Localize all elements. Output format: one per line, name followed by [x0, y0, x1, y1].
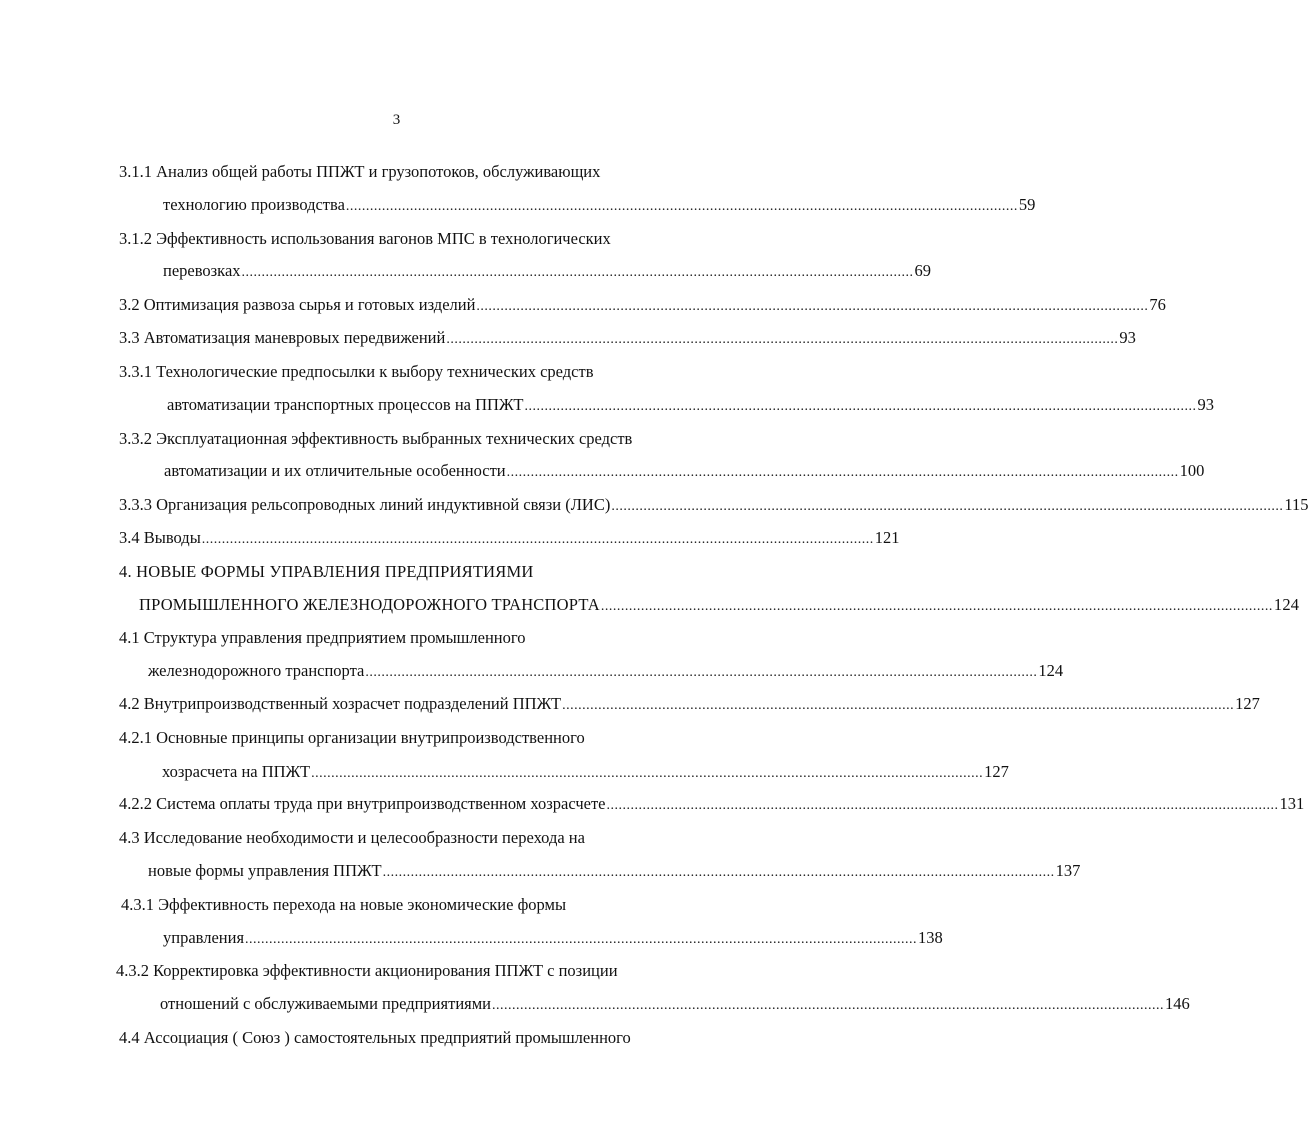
leader-dots: ........................................................................................................................................................................ — [365, 665, 1038, 680]
leader-dots: ........................................................................................................................................................................ — [506, 465, 1179, 480]
leader-dots: ........................................................................................................................................................................ — [241, 265, 914, 280]
toc-entry-4-3-line1: 4.3 Исследование необходимости и целесообразности перехода на — [119, 828, 585, 847]
toc-page-number: 131 — [1279, 794, 1305, 813]
leader-dots: ........................................................................................................................................................................ — [476, 299, 1149, 314]
leader-dots: ........................................................................................................................................................................ — [562, 698, 1235, 713]
toc-page-number: 127 — [984, 762, 1009, 781]
toc-page-number: 138 — [918, 928, 943, 947]
toc-entry-4-3-line2: новые формы управления ППЖТ ........................................................................................................................................................................ 137 — [148, 859, 735, 883]
toc-chapter-4-line1: 4. НОВЫЕ ФОРМЫ УПРАВЛЕНИЯ ПРЕДПРИЯТИЯМИ — [119, 562, 534, 581]
toc-entry-3-1-2-line2: перевозках ........................................................................................................................................................................ 69 — [163, 259, 735, 283]
toc-entry-3-4: 3.4 Выводы ........................................................................................................................................................................ 121 — [119, 526, 725, 550]
toc-entry-4-2-1-line2: хозрасчета на ППЖТ ........................................................................................................................................................................ 127 — [162, 760, 735, 784]
toc-entry-4-4-line1: 4.4 Ассоциация ( Союз ) самостоятельных предприятий промышленного — [119, 1028, 631, 1047]
toc-entry-3-3-2-line2: автоматизации и их отличительные особенности ........................................................................................................................................................................ 100 — [164, 459, 731, 483]
toc-entry-4-2-2: 4.2.2 Система оплаты труда при внутрипроизводственном хозрасчете ........................................................................................................................................................................ 131 — [119, 792, 735, 816]
toc-entry-4-1-line1: 4.1 Структура управления предприятием промышленного — [119, 628, 526, 647]
toc-page-number: 100 — [1179, 461, 1205, 480]
leader-dots: ........................................................................................................................................................................ — [382, 865, 1055, 880]
toc-entry-3-3-2-line1: 3.3.2 Эксплуатационная эффективность выбранных технических средств — [119, 429, 633, 448]
toc-entry-3-1-1-line1: 3.1.1 Анализ общей работы ППЖТ и грузопотоков, обслуживающих — [119, 162, 601, 181]
toc-entry-4-2: 4.2 Внутрипроизводственный хозрасчет подразделений ППЖТ ........................................................................................................................................................................ 127 — [119, 692, 735, 716]
toc-entry-4-2-1-line1: 4.2.1 Основные принципы организации внутрипроизводственного — [119, 728, 585, 747]
leader-dots: ........................................................................................................................................................................ — [606, 798, 1279, 813]
toc-entry-4-1-line2: железнодорожного транспорта ........................................................................................................................................................................ 124 — [148, 659, 735, 683]
toc-page-number: 59 — [1018, 195, 1036, 214]
toc-page-number: 121 — [874, 528, 900, 547]
toc-page-number: 127 — [1235, 694, 1260, 713]
leader-dots: ........................................................................................................................................................................ — [311, 766, 984, 781]
leader-dots: ........................................................................................................................................................................ — [245, 932, 918, 947]
toc-entry-4-3-1-line2: управления ........................................................................................................................................................................ 138 — [163, 926, 735, 950]
toc-entry-3-1-1-line2: технологию производства ........................................................................................................................................................................ 59 — [163, 193, 735, 217]
toc-page-number: 93 — [1119, 328, 1136, 347]
toc-page-number: 115 — [1284, 495, 1308, 514]
leader-dots: ........................................................................................................................................................................ — [611, 499, 1284, 514]
leader-dots: ........................................................................................................................................................................ — [446, 332, 1119, 347]
toc-entry-4-3-2-line2: отношений с обслуживаемыми предприятиями ........................................................................................................................................................................ 146 — [160, 992, 735, 1016]
toc-entry-3-3-3: 3.3.3 Организация рельсопроводных линий индуктивной связи (ЛИС) ........................................................................................................................................................................ 115 — [119, 493, 731, 517]
toc-entry-4-3-2-line1: 4.3.2 Корректировка эффективности акционирования ППЖТ с позиции — [116, 961, 618, 980]
toc-entry-3-3-1-line1: 3.3.1 Технологические предпосылки к выбору технических средств — [119, 362, 594, 381]
toc-entry-3-3: 3.3 Автоматизация маневровых передвижений ........................................................................................................................................................................ 93 — [119, 326, 735, 350]
toc-entry-3-1-2-line1: 3.1.2 Эффективность использования вагонов МПС в технологических — [119, 229, 611, 248]
leader-dots: ........................................................................................................................................................................ — [201, 532, 874, 547]
leader-dots: ........................................................................................................................................................................ — [600, 599, 1273, 614]
page-number: 3 — [392, 112, 401, 128]
toc-page-number: 146 — [1165, 994, 1190, 1013]
toc-entry-3-2: 3.2 Оптимизация развоза сырья и готовых изделий ........................................................................................................................................................................ 76 — [119, 293, 735, 317]
leader-dots: ........................................................................................................................................................................ — [524, 399, 1197, 414]
leader-dots: ........................................................................................................................................................................ — [345, 199, 1018, 214]
toc-page-number: 76 — [1149, 295, 1166, 314]
toc-page-number: 69 — [914, 261, 932, 280]
leader-dots: ........................................................................................................................................................................ — [492, 998, 1165, 1013]
toc-entry-4-3-1-line1: 4.3.1 Эффективность перехода на новые экономические формы — [121, 895, 567, 914]
toc-entry-3-3-1-line2: автоматизации транспортных процессов на ППЖТ ........................................................................................................................................................................ 93 — [167, 393, 735, 417]
toc-page-number: 137 — [1055, 861, 1081, 880]
toc-page-number: 93 — [1197, 395, 1215, 414]
toc-chapter-4-line2: ПРОМЫШЛЕННОГО ЖЕЛЕЗНОДОРОЖНОГО ТРАНСПОРТА ........................................................................................................................................................................ 124 — [139, 593, 735, 617]
toc-page-number: 124 — [1038, 661, 1064, 680]
toc-page-number: 124 — [1273, 595, 1300, 614]
